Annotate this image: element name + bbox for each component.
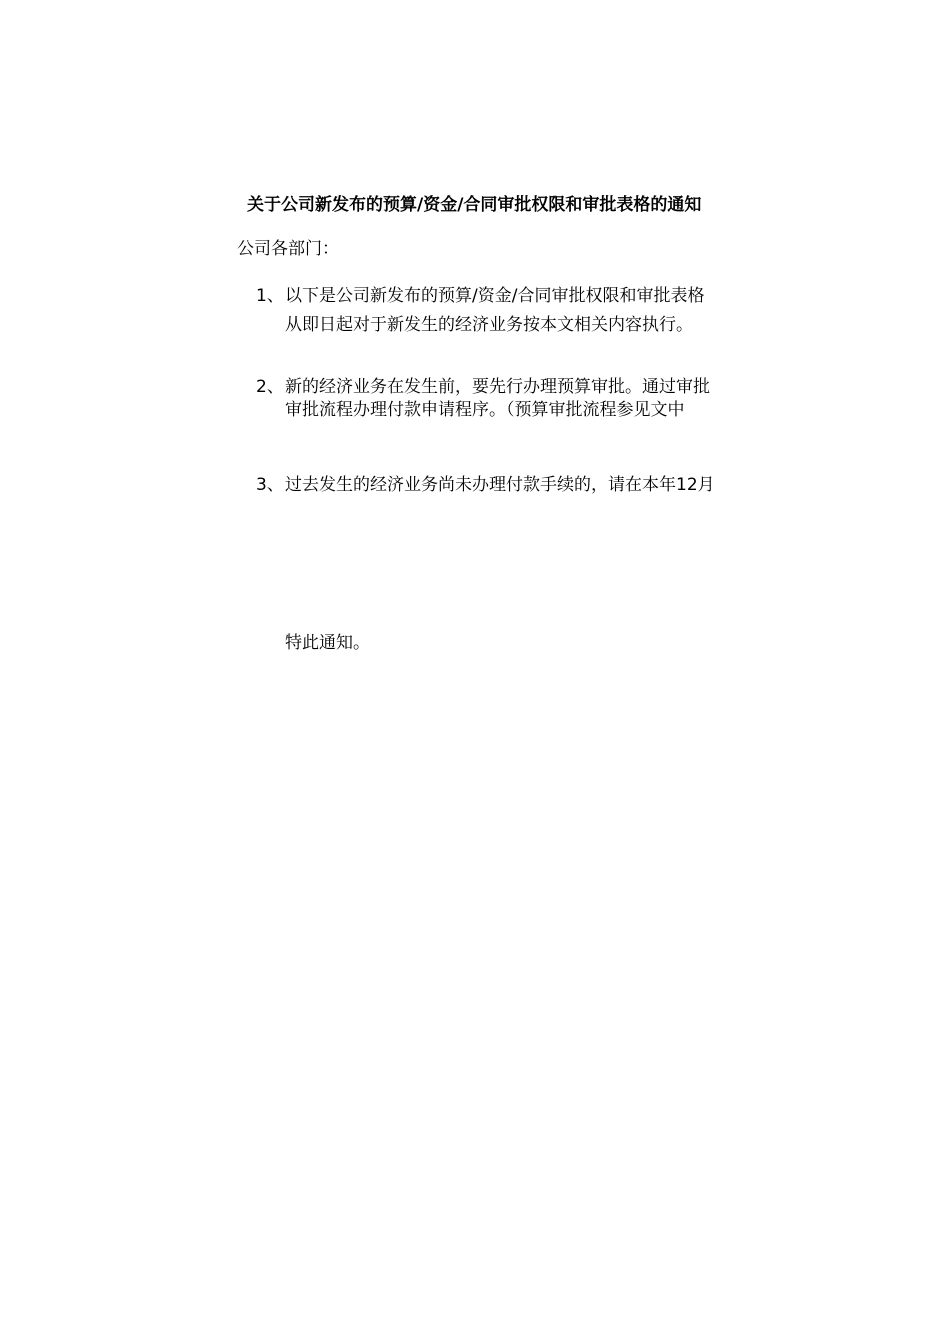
- item-1-line-1: 以下是公司新发布的预算/资金/合同审批权限和审批表格: [285, 286, 705, 306]
- item-1-number: 1、: [256, 286, 284, 306]
- closing-remark: 特此通知。: [285, 633, 370, 653]
- item-3-number: 3、: [256, 475, 284, 495]
- salutation: 公司各部门：: [237, 239, 339, 259]
- notice-title: 关于公司新发布的预算/资金/合同审批权限和审批表格的通知: [247, 195, 702, 215]
- item-1-line-2: 从即日起对于新发生的经济业务按本文相关内容执行。: [285, 315, 693, 335]
- item-2-line-1: 新的经济业务在发生前，要先行办理预算审批。通过审批: [285, 377, 710, 397]
- item-2-number: 2、: [256, 377, 284, 397]
- item-2-line-2: 审批流程办理付款申请程序。（预算审批流程参见文中: [285, 400, 685, 420]
- item-3-line-1: 过去发生的经济业务尚未办理付款手续的，请在本年12月: [285, 475, 715, 495]
